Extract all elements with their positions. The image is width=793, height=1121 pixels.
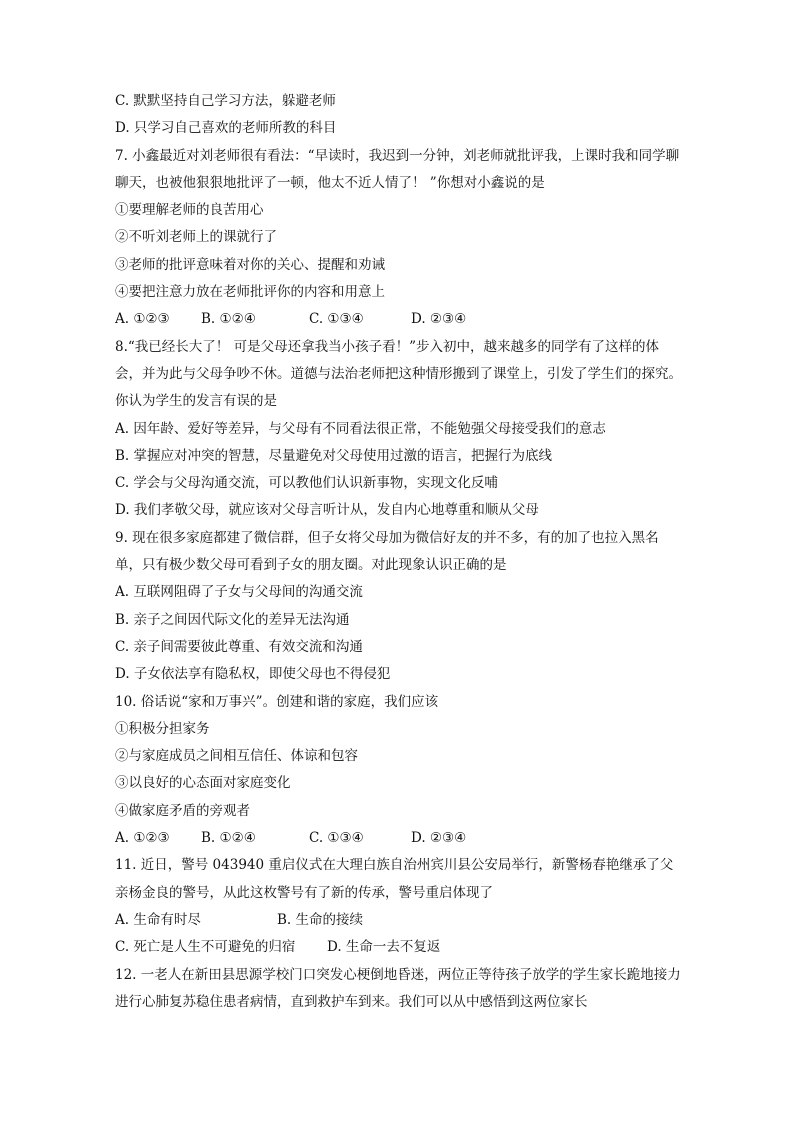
q9-option-c: C. 亲子间需要彼此尊重、有效交流和沟通 xyxy=(115,638,363,655)
q7-item-1: ①要理解老师的良苦用心 xyxy=(115,202,264,219)
q7-option-b: B. ①②④ xyxy=(201,311,256,328)
q8-option-a: A. 因年龄、爱好等差异，与父母有不同看法很正常，不能勉强父母接受我们的意志 xyxy=(115,420,606,437)
q9-option-b: B. 亲子之间因代际文化的差异无法沟通 xyxy=(115,611,350,628)
q11-option-b: B. 生命的接续 xyxy=(277,911,364,928)
q7-item-4: ④要把注意力放在老师批评你的内容和用意上 xyxy=(115,284,385,301)
option-c-q6: C. 默默坚持自己学习方法，躲避老师 xyxy=(115,93,336,109)
q7-item-2: ②不听刘老师上的课就行了 xyxy=(115,229,277,246)
document-page xyxy=(115,88,685,1016)
q7-option-d: D. ②③④ xyxy=(411,311,467,328)
q11-options-row-2 xyxy=(115,934,685,961)
question-9: 9. 现在很多家庭都建了微信群，但子女将父母加为微信好友的并不多，有的加了也拉入黑名单，只有极少数父母可看到子女的朋友圈。对此现象认识正确的是 xyxy=(115,529,659,574)
q10-option-b: B. ①②④ xyxy=(201,830,256,847)
q10-item-2: ②与家庭成员之间相互信任、体谅和包容 xyxy=(115,748,358,765)
q11-option-c: C. 死亡是人生不可避免的归宿 xyxy=(115,939,296,956)
q10-option-c: C. ①③④ xyxy=(309,830,364,847)
option-d-q6: D. 只学习自己喜欢的老师所教的科目 xyxy=(115,120,337,137)
q8-option-d: D. 我们孝敬父母，就应该对父母言听计从，发自内心地尊重和顺从父母 xyxy=(115,502,539,519)
q10-option-a: A. ①②③ xyxy=(115,830,170,847)
q11-option-a: A. 生命有时尽 xyxy=(115,911,201,928)
q10-item-4: ④做家庭矛盾的旁观者 xyxy=(115,802,250,819)
question-7: 7. 小鑫最近对刘老师很有看法：“早读时，我迟到一分钟，刘老师就批评我，上课时我和同学聊聊天，也被他狠狠地批评了一顿，他太不近人情了！ ”你想对小鑫说的是 xyxy=(115,147,680,191)
q7-option-a: A. ①②③ xyxy=(115,311,170,328)
q7-item-3: ③老师的批评意味着对你的关心、提醒和劝诫 xyxy=(115,256,385,273)
q7-option-c: C. ①③④ xyxy=(309,311,364,328)
question-8: 8.“我已经长大了！ 可是父母还拿我当小孩子看！”步入初中，越来越多的同学有了这样的体会，并为此与父母争吵不休。道德与法治老师把这种情形搬到了课堂上，引发了学生们的探究。你认为学生的发言有误的是 xyxy=(115,338,682,410)
q10-option-d: D. ②③④ xyxy=(411,830,467,847)
q11-option-d: D. 生命一去不复返 xyxy=(327,939,441,956)
q11-options-row-1 xyxy=(115,907,685,934)
q9-option-a: A. 互联网阻碍了子女与父母间的沟通交流 xyxy=(115,584,363,601)
q9-option-d: D. 子女依法享有隐私权，即使父母也不得侵犯 xyxy=(115,666,391,683)
question-12: 12. 一老人在新田县思源学校门口突发心梗倒地昏迷，两位正等待孩子放学的学生家长跪地接力进行心肺复苏稳住患者病情，直到救护车到来。我们可以从中感悟到这两位家长 xyxy=(115,966,681,1010)
q10-item-1: ①积极分担家务 xyxy=(115,720,210,737)
q7-options xyxy=(115,306,685,333)
question-11: 11. 近日，警号 043940 重启仪式在大理白族自治州宾川县公安局举行，新警杨春艳继承了父亲杨金良的警号，从此这枚警号有了新的传承，警号重启体现了 xyxy=(115,857,674,901)
question-10: 10. 俗话说“家和万事兴”。创建和谐的家庭，我们应该 xyxy=(115,693,439,710)
q8-option-c: C. 学会与父母沟通交流，可以教他们认识新事物，实现文化反哺 xyxy=(115,475,498,492)
q10-options xyxy=(115,825,685,852)
q8-option-b: B. 掌握应对冲突的智慧，尽量避免对父母使用过激的语言，把握行为底线 xyxy=(115,447,553,464)
q10-item-3: ③以良好的心态面对家庭变化 xyxy=(115,775,291,792)
